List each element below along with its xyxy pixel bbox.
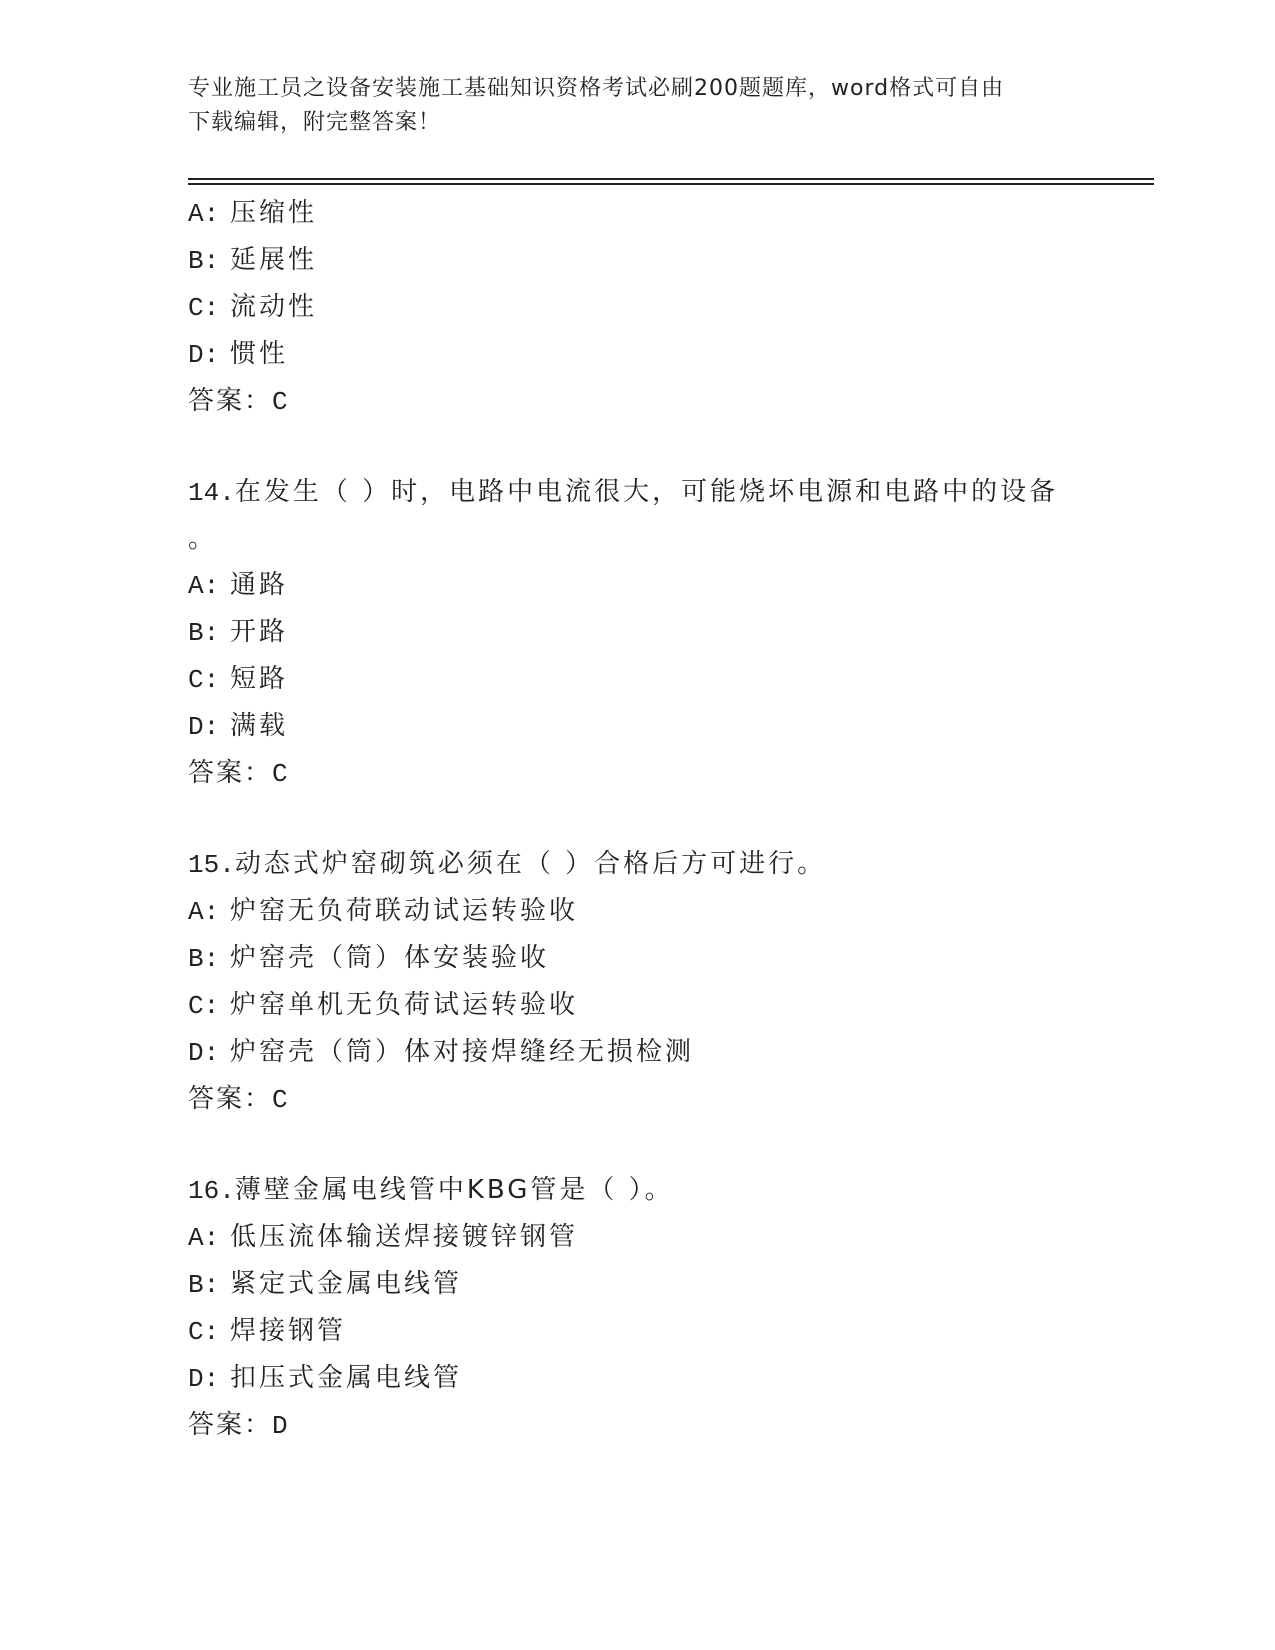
option-label: C: <box>188 293 220 323</box>
option-label: A: <box>188 199 220 229</box>
option-d <box>188 703 1088 750</box>
option-b <box>188 1261 1088 1308</box>
option-a <box>188 888 1088 935</box>
option-text: 延展性 <box>230 245 318 275</box>
question-text: 薄壁金属电线管中KBG管是（ ）。 <box>234 1175 674 1205</box>
option-text: 短路 <box>230 664 289 694</box>
answer-label: 答案： <box>188 1410 273 1440</box>
option-label: C: <box>188 991 220 1021</box>
option-text: 炉窑壳（筒）体安装验收 <box>230 943 550 973</box>
option-text: 流动性 <box>230 292 318 322</box>
question-list <box>188 190 1088 1449</box>
option-label: A: <box>188 1223 220 1253</box>
option-text: 紧定式金属电线管 <box>230 1269 463 1299</box>
answer-label: 答案： <box>188 386 273 416</box>
header-line-1: 专业施工员之设备安装施工基础知识资格考试必刷200题题库，word格式可自由 <box>188 76 1005 101</box>
question-stem <box>188 469 1088 516</box>
option-d <box>188 331 1088 378</box>
option-label: B: <box>188 944 220 974</box>
option-label: D: <box>188 1364 220 1394</box>
document-header <box>188 72 1068 140</box>
option-c <box>188 656 1088 703</box>
question-13 <box>188 190 1088 425</box>
option-label: D: <box>188 340 220 370</box>
answer-value: C <box>272 387 290 417</box>
option-a <box>188 1214 1088 1261</box>
question-number: 15. <box>188 850 235 880</box>
answer-line <box>188 750 1088 797</box>
option-a <box>188 562 1088 609</box>
answer-label: 答案： <box>188 758 273 788</box>
option-text: 炉窑无负荷联动试运转验收 <box>230 896 579 926</box>
question-stem <box>188 1167 1088 1214</box>
option-label: A: <box>188 571 220 601</box>
option-text: 满载 <box>230 711 289 741</box>
question-number: 16. <box>188 1176 235 1206</box>
option-text: 扣压式金属电线管 <box>230 1363 463 1393</box>
option-c <box>188 1308 1088 1355</box>
option-b <box>188 935 1088 982</box>
answer-line <box>188 1076 1088 1123</box>
question-stem-continuation: 。 <box>188 524 218 554</box>
option-text: 低压流体输送焊接镀锌钢管 <box>230 1222 579 1252</box>
header-divider-bottom <box>188 183 1154 185</box>
option-label: B: <box>188 618 220 648</box>
option-c <box>188 982 1088 1029</box>
answer-line <box>188 1402 1088 1449</box>
question-stem <box>188 841 1088 888</box>
answer-line <box>188 378 1088 425</box>
option-text: 压缩性 <box>230 198 318 228</box>
option-text: 焊接钢管 <box>230 1316 347 1346</box>
question-15 <box>188 841 1088 1123</box>
option-label: B: <box>188 246 220 276</box>
header-line-2: 下载编辑，附完整答案！ <box>188 110 442 135</box>
option-d <box>188 1355 1088 1402</box>
option-b <box>188 237 1088 284</box>
option-text: 通路 <box>230 570 289 600</box>
option-text: 开路 <box>230 617 289 647</box>
option-label: A: <box>188 897 220 927</box>
option-label: C: <box>188 665 220 695</box>
header-divider-top <box>188 178 1154 180</box>
answer-value: D <box>272 1411 290 1441</box>
question-number: 14. <box>188 478 235 508</box>
question-text: 在发生（ ）时，电路中电流很大，可能烧坏电源和电路中的设备 <box>234 477 1059 507</box>
question-16 <box>188 1167 1088 1449</box>
answer-value: C <box>272 1085 290 1115</box>
question-text: 动态式炉窑砌筑必须在（ ）合格后方可进行。 <box>234 849 827 879</box>
question-14 <box>188 469 1088 797</box>
option-text: 惯性 <box>230 339 289 369</box>
option-label: C: <box>188 1317 220 1347</box>
option-text: 炉窑单机无负荷试运转验收 <box>230 990 579 1020</box>
option-a <box>188 190 1088 237</box>
option-label: D: <box>188 1038 220 1068</box>
option-d <box>188 1029 1088 1076</box>
option-label: B: <box>188 1270 220 1300</box>
answer-label: 答案： <box>188 1084 273 1114</box>
option-b <box>188 609 1088 656</box>
answer-value: C <box>272 759 290 789</box>
option-label: D: <box>188 712 220 742</box>
option-text: 炉窑壳（筒）体对接焊缝经无损检测 <box>230 1037 695 1067</box>
option-c <box>188 284 1088 331</box>
